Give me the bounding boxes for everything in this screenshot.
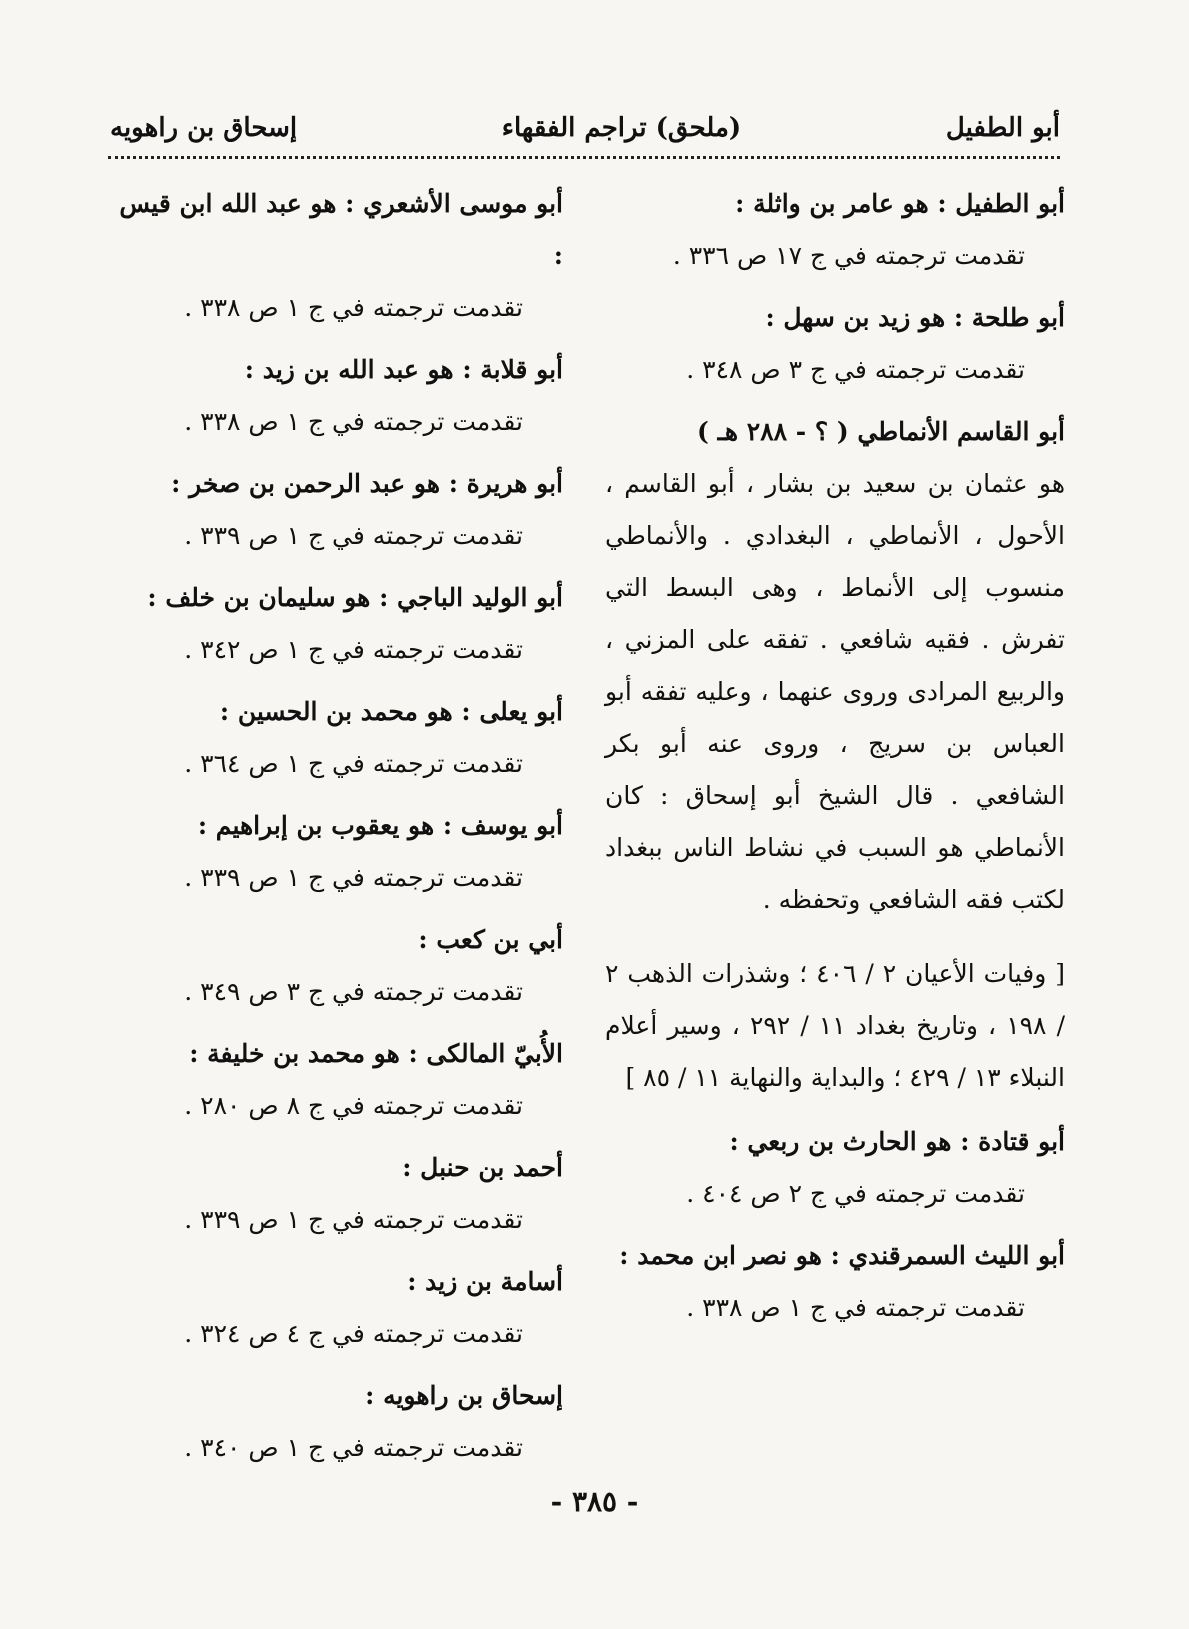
entry-ishaq-ibn-rahawayh: [108, 1370, 563, 1474]
entry-heading: أبو القاسم الأنماطي ( ؟ - ٢٨٨ هـ ): [697, 417, 1065, 446]
entry-biography: هو عثمان بن سعيد بن بشار ، أبو القاسم ، الأحول ، الأنماطي ، البغدادي . والأنماطي منسوب إلى الأنماط ، وهى البسط التي تفرش . فقيه شافعي . تفقه على المزني ، والربيع المرادى وروى عنهما ، وعليه تفقه أبو العباس بن سريج ، وروى عنه أبو بكر الشافعي . قال الشيخ أبو إسحاق : كان الأنماطي هو السبب في نشاط الناس ببغداد لكتب فقه الشافعي وتحفظه .: [605, 469, 1065, 914]
entry-abu-qilaba: [108, 344, 563, 448]
entry-reference: تقدمت ترجمته في ج ٣ ص ٣٤٩ .: [184, 977, 523, 1006]
entry-heading: أبو قتادة : هو الحارث بن ربعي :: [729, 1127, 1065, 1156]
entry-reference: تقدمت ترجمته في ج ١ ص ٣٣٩ .: [184, 1205, 523, 1234]
entry-reference: تقدمت ترجمته في ج ١ ص ٣٦٤ .: [184, 749, 523, 778]
entry-abu-hurayra: [108, 458, 563, 562]
entry-reference: تقدمت ترجمته في ج ٤ ص ٣٢٤ .: [184, 1319, 523, 1348]
header-left-title: إسحاق بن راهويه: [110, 113, 298, 143]
entry-reference: تقدمت ترجمته في ج ١ ص ٣٤٠ .: [184, 1433, 523, 1462]
header-right-title: أبو الطفيل: [945, 113, 1060, 143]
entry-reference: تقدمت ترجمته في ج ١ ص ٣٣٩ .: [184, 863, 523, 892]
entry-abu-qasim-anmati: [605, 406, 1065, 1104]
entry-reference: تقدمت ترجمته في ج ٣ ص ٣٤٨ .: [686, 355, 1025, 384]
page-number: - ٣٨٥ -: [550, 1485, 639, 1518]
entry-usama-ibn-zayd: [108, 1256, 563, 1360]
entry-reference: تقدمت ترجمته في ج ١ ص ٣٣٨ .: [184, 407, 523, 436]
entry-abu-walid-baji: [108, 572, 563, 676]
entry-heading: أسامة بن زيد :: [407, 1267, 563, 1296]
entry-heading: أبو قلابة : هو عبد الله بن زيد :: [244, 355, 563, 384]
entry-abu-talha: [605, 292, 1065, 396]
right-column: [605, 178, 1065, 1344]
entry-heading: أبو الطفيل : هو عامر بن واثلة :: [735, 189, 1065, 218]
entry-heading: أبو يعلى : هو محمد بن الحسين :: [219, 697, 563, 726]
entry-abu-musa: [108, 178, 563, 334]
left-column: [108, 178, 563, 1484]
entry-heading: أبو الوليد الباجي : هو سليمان بن خلف :: [147, 583, 563, 612]
entry-reference: تقدمت ترجمته في ج ١٧ ص ٣٣٦ .: [672, 241, 1025, 270]
entry-heading: إسحاق بن راهويه :: [365, 1381, 563, 1410]
entry-reference: تقدمت ترجمته في ج ٨ ص ٢٨٠ .: [184, 1091, 523, 1120]
entry-heading: أبو الليث السمرقندي : هو نصر ابن محمد :: [619, 1241, 1065, 1270]
entry-reference: تقدمت ترجمته في ج ١ ص ٣٣٨ .: [686, 1293, 1025, 1322]
entry-reference: تقدمت ترجمته في ج ١ ص ٣٣٨ .: [184, 293, 523, 322]
entry-heading: أبو هريرة : هو عبد الرحمن بن صخر :: [171, 469, 563, 498]
entry-abu-qatada: [605, 1116, 1065, 1220]
entry-reference: تقدمت ترجمته في ج ٢ ص ٤٠٤ .: [686, 1179, 1025, 1208]
entry-heading: أبو موسى الأشعري : هو عبد الله ابن قيس :: [119, 189, 563, 270]
header-dotted-rule: [108, 156, 1060, 159]
entry-reference: تقدمت ترجمته في ج ١ ص ٣٣٩ .: [184, 521, 523, 550]
entry-ahmad-ibn-hanbal: [108, 1142, 563, 1246]
entry-sources: [ وفيات الأعيان ٢ / ٤٠٦ ؛ وشذرات الذهب ٢ / ١٩٨ ، وتاريخ بغداد ١١ / ٢٩٢ ، وسير أعلام النبلاء ١٣ / ٤٢٩ ؛ والبداية والنهاية ١١ / ٨٥ ]: [605, 959, 1065, 1092]
entry-ubayy-ibn-kab: [108, 914, 563, 1018]
entry-heading: الأُبيّ المالكى : هو محمد بن خليفة :: [189, 1039, 563, 1068]
entry-abu-layth-samarqandi: [605, 1230, 1065, 1334]
entry-reference: تقدمت ترجمته في ج ١ ص ٣٤٢ .: [184, 635, 523, 664]
entry-abu-yusuf: [108, 800, 563, 904]
entry-heading: أبو يوسف : هو يعقوب بن إبراهيم :: [197, 811, 563, 840]
header-center-title: (ملحق) تراجم الفقهاء: [501, 113, 742, 143]
entry-heading: أحمد بن حنبل :: [402, 1153, 563, 1182]
entry-ubbi-maliki: [108, 1028, 563, 1132]
running-header: [110, 108, 1060, 148]
entry-heading: أبو طلحة : هو زيد بن سهل :: [765, 303, 1065, 332]
entry-abu-tufail: [605, 178, 1065, 282]
entry-abu-yala: [108, 686, 563, 790]
entry-heading: أبي بن كعب :: [418, 925, 563, 954]
